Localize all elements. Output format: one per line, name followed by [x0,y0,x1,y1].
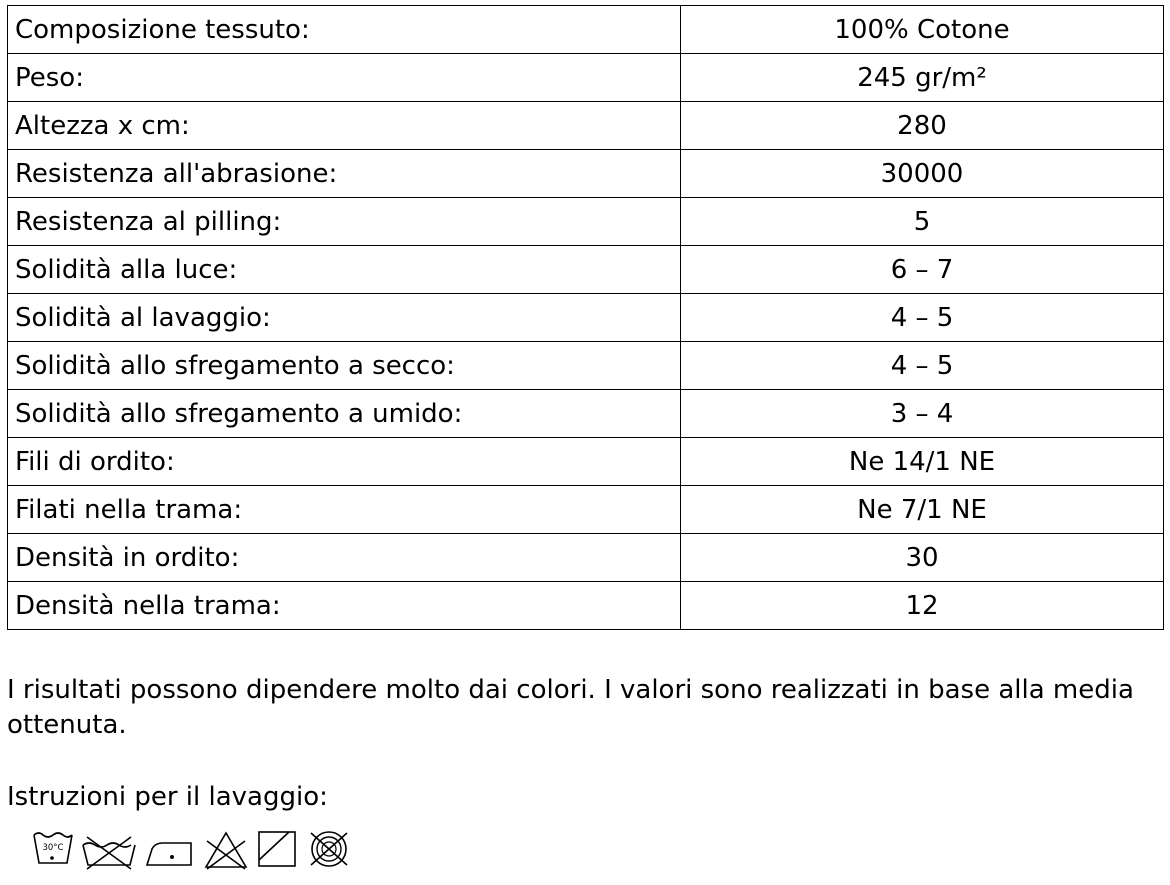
row-value: 30000 [681,150,1164,198]
row-value: 245 gr/m² [681,54,1164,102]
wash-temp-label: 30°C [42,843,64,853]
row-label: Densità in ordito: [8,534,681,582]
row-value: 12 [681,582,1164,630]
table-row [8,198,1164,246]
do-not-tumble-dry-icon [201,827,251,871]
wash-30-icon [31,827,75,871]
table-row [8,342,1164,390]
iron-low-icon [143,827,197,871]
row-label: Filati nella trama: [8,486,681,534]
care-symbols [31,827,355,871]
table-row [8,6,1164,54]
table-row [8,294,1164,342]
row-value: 5 [681,198,1164,246]
washing-instructions-title: Istruzioni per il lavaggio: [7,782,328,812]
table-row [8,486,1164,534]
table-row [8,582,1164,630]
row-label: Resistenza all'abrasione: [8,150,681,198]
table-row [8,438,1164,486]
row-label: Peso: [8,54,681,102]
do-not-bleach-icon [79,827,139,871]
row-label: Composizione tessuto: [8,6,681,54]
table-row [8,102,1164,150]
row-label: Solidità alla luce: [8,246,681,294]
table-row [8,390,1164,438]
table-row [8,150,1164,198]
table-row [8,534,1164,582]
do-not-dry-clean-icon [303,827,355,871]
table-row [8,54,1164,102]
row-label: Resistenza al pilling: [8,198,681,246]
row-label: Solidità allo sfregamento a umido: [8,390,681,438]
row-label: Solidità al lavaggio: [8,294,681,342]
row-value: 4 – 5 [681,294,1164,342]
spec-table [7,5,1164,630]
row-value: 6 – 7 [681,246,1164,294]
row-label: Altezza x cm: [8,102,681,150]
row-value: 4 – 5 [681,342,1164,390]
row-label: Densità nella trama: [8,582,681,630]
dry-flat-shade-icon [255,827,299,871]
table-row [8,246,1164,294]
results-note: I risultati possono dipendere molto dai colori. I valori sono realizzati in base alla media ottenuta. [7,675,1134,740]
row-value: 280 [681,102,1164,150]
row-value: Ne 7/1 NE [681,486,1164,534]
row-value: 30 [681,534,1164,582]
row-label: Fili di ordito: [8,438,681,486]
row-value: 3 – 4 [681,390,1164,438]
row-value: 100% Cotone [681,6,1164,54]
row-label: Solidità allo sfregamento a secco: [8,342,681,390]
row-value: Ne 14/1 NE [681,438,1164,486]
